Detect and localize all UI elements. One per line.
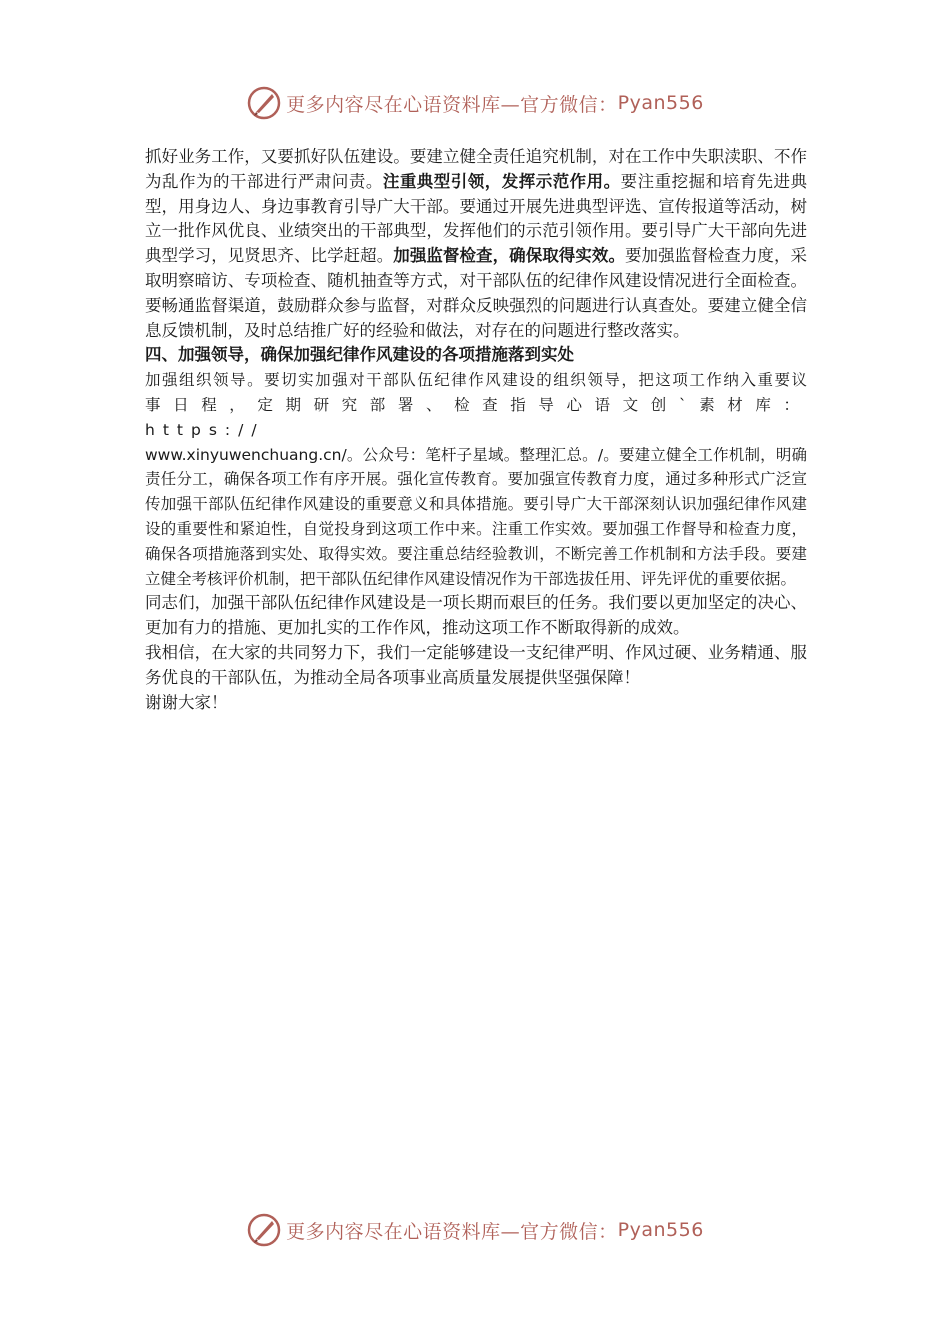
- paragraph-5: 谢谢大家！: [145, 692, 228, 712]
- quill-logo-icon: [246, 85, 282, 121]
- banner-text: 更多内容尽在心语资料库—官方微信：: [286, 1220, 618, 1243]
- paragraph-2: 加强组织领导。要切实加强对干部队伍纪律作风建设的组织领导，把这项工作纳入重要议 事日程，定期研究部署、检查指导心语文创`素材库：https:// www.xinyuwenchuang.cn/。公众号：笔杆子星域。整理汇总。/。要建立健全工作机制，明确责任分工，确保各项工作有序开展。强化宣传教育。要加强宣传教育力度，通过多种形式广泛宣传加强干部队伍纪律作风建设的重要意义和具体措施。要引导广大干部深刻认识加强纪律作风建设的重要性和紧迫性，自觉投身到这项工作中来。注重工作实效。要加强工作督导和检查力度，确保各项措施落到实处、取得实效。要注重总结经验教训，不断完善工作机制和方法手段。要建立健全考核评价机制，把干部队伍纪律作风建设情况作为干部选拔任用、评先评优的重要依据。: [145, 371, 807, 588]
- footer-banner: [0, 1210, 950, 1250]
- banner-wechat-id: Pyan556: [617, 1219, 704, 1241]
- paragraph-4: 我相信，在大家的共同努力下，我们一定能够建设一支纪律严明、作风过硬、业务精通、服务优良的干部队伍，为推动全局各项事业高质量发展提供坚强保障！: [145, 642, 807, 687]
- paragraph-1: 抓好业务工作，又要抓好队伍建设。要建立健全责任追究机制，对在工作中失职渎职、不作为乱作为的干部进行严肃问责。注重典型引领，发挥示范作用。要注重挖掘和培育先进典型，用身边人、身边事教育引导广大干部。要通过开展先进典型评选、宣传报道等活动，树立一批作风优良、业绩突出的干部典型，发挥他们的示范引领作用。要引导广大干部向先进典型学习，见贤思齐、比学赶超。加强监督检查，确保取得实效。要加强监督检查力度，采取明察暗访、专项检查、随机抽查等方式，对干部队伍的纪律作风建设情况进行全面检查。要畅通监督渠道，鼓励群众参与监督，对群众反映强烈的问题进行认真查处。要建立健全信息反馈机制，及时总结推广好的经验和做法，对存在的问题进行整改落实。: [145, 147, 808, 340]
- section-heading: 四、加强领导，确保加强纪律作风建设的各项措施落到实处: [145, 345, 574, 365]
- bold-phrase: 加强监督检查，确保取得实效。: [393, 246, 625, 266]
- banner-text: 更多内容尽在心语资料库—官方微信：: [286, 93, 618, 116]
- document-body: [145, 145, 807, 715]
- banner-wechat-id: Pyan556: [617, 92, 704, 114]
- paragraph-3: 同志们，加强干部队伍纪律作风建设是一项长期而艰巨的任务。我们要以更加坚定的决心、更加有力的措施、更加扎实的工作作风，推动这项工作不断取得新的成效。: [145, 593, 807, 638]
- header-banner: [0, 83, 950, 123]
- bold-phrase: 注重典型引领，发挥示范作用。: [382, 171, 621, 191]
- quill-logo-icon: [246, 1212, 282, 1248]
